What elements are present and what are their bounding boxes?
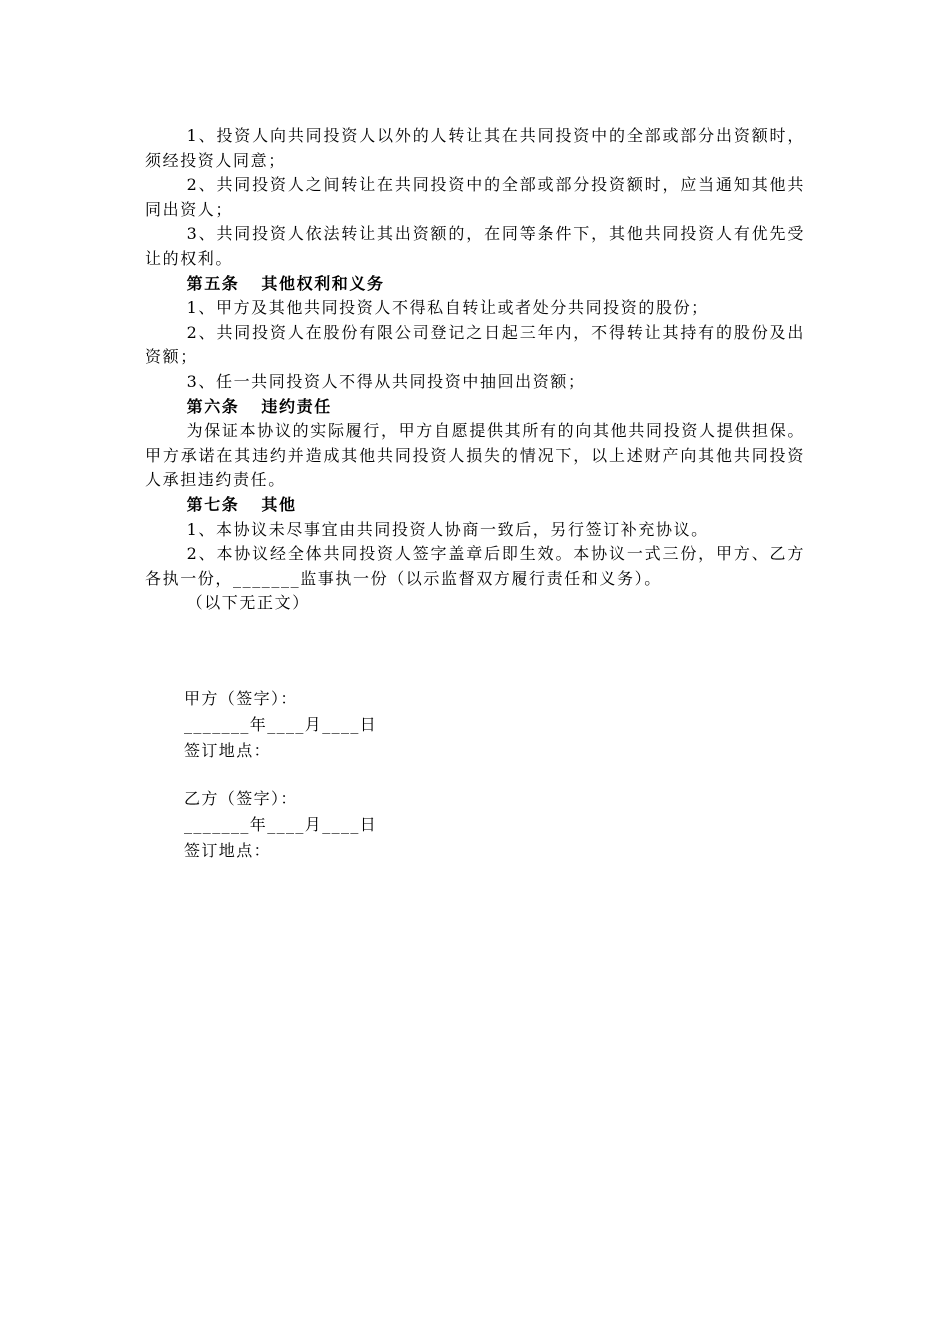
article-title: 其他 <box>261 494 297 514</box>
party-a-place-label: 签订地点： <box>184 741 272 760</box>
article-heading <box>145 272 805 297</box>
clause-paragraph: 3、共同投资人依法转让其出资额的，在同等条件下，其他共同投资人有优先受让的权利。 <box>145 224 805 268</box>
clause-paragraph: 2、共同投资人之间转让在共同投资中的全部或部分投资额时，应当通知其他共同出资人； <box>145 175 805 219</box>
party-b-signature-label: 乙方（签字）： <box>184 789 298 808</box>
signature-block-party-a <box>184 686 377 764</box>
party-b-place-label: 签订地点： <box>184 841 272 860</box>
article-number: 第五条 <box>186 273 240 293</box>
party-b-date-line: _______年____月____日 <box>184 815 378 834</box>
clause-paragraph: 2、共同投资人在股份有限公司登记之日起三年内，不得转让其持有的股份及出资额； <box>145 322 805 367</box>
clause-paragraph: 为保证本协议的实际履行，甲方自愿提供其所有的向其他共同投资人提供担保。甲方承诺在其违约并造成其他共同投资人损失的情况下，以上述财产向其他共同投资人承担违约责任。 <box>145 421 805 490</box>
party-a-signature-label: 甲方（签字）： <box>184 689 298 708</box>
article-heading <box>145 493 805 518</box>
clause-paragraph: 1、投资人向共同投资人以外的人转让其在共同投资中的全部或部分出资额时，须经投资人同意； <box>145 126 805 170</box>
signature-block-party-b <box>184 786 377 864</box>
document-body <box>145 124 805 616</box>
clause-paragraph: 1、本协议未尽事宜由共同投资人协商一致后，另行签订补充协议。 <box>186 519 709 539</box>
clause-paragraph: 2、本协议经全体共同投资人签字盖章后即生效。本协议一式三份，甲方、乙方各执一份，_______监事执一份（以示监督双方履行责任和义务）。 <box>145 544 805 588</box>
article-title: 违约责任 <box>261 396 332 416</box>
clause-paragraph: （以下无正文） <box>186 593 310 613</box>
article-heading <box>145 395 805 420</box>
article-number: 第六条 <box>186 396 240 416</box>
article-number: 第七条 <box>186 494 240 514</box>
clause-paragraph: 1、甲方及其他共同投资人不得私自转让或者处分共同投资的股份； <box>186 298 709 318</box>
party-a-date-line: _______年____月____日 <box>184 715 378 734</box>
clause-paragraph: 3、任一共同投资人不得从共同投资中抽回出资额； <box>186 371 586 391</box>
article-title: 其他权利和义务 <box>261 273 385 293</box>
